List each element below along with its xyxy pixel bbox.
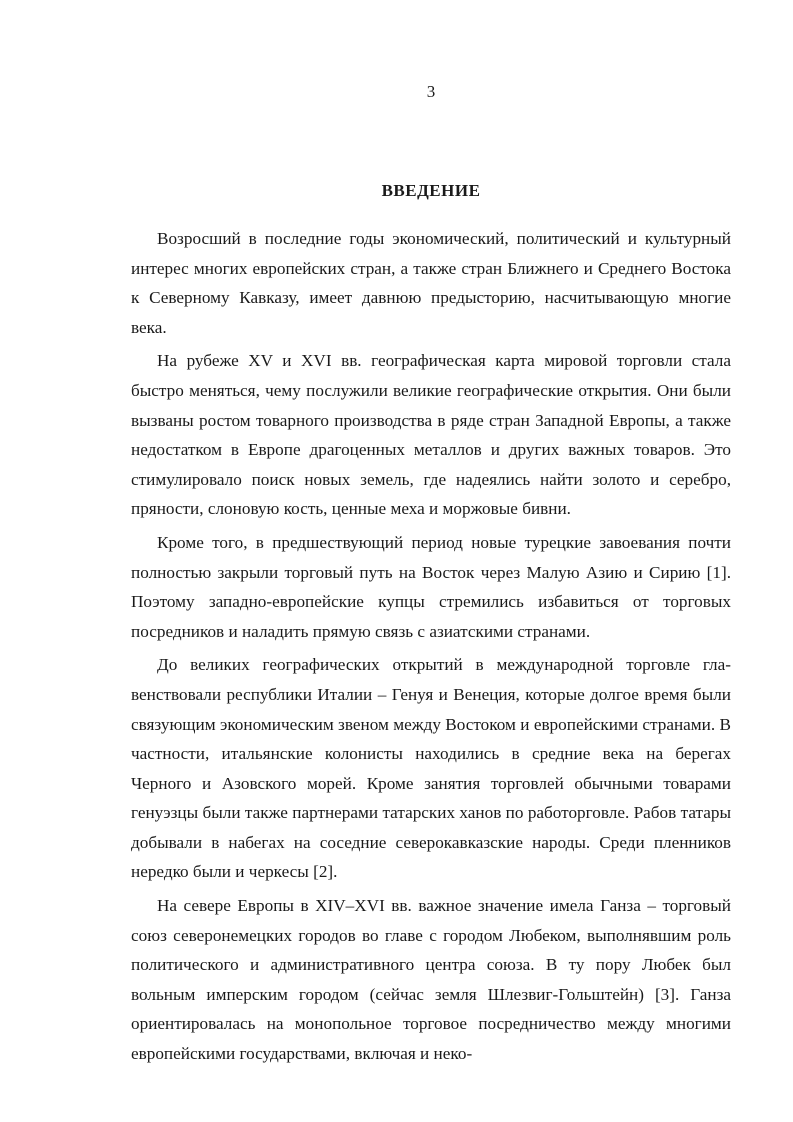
- paragraph: На севере Европы в XIV–XVI вв. важное значение имела Ганза – торговый союз северонемецких городов во главе с городом Любеком, выполнявшим роль политического и административного центра союза. В ту пору Любек был вольным имперским городом (сейчас земля Шлезвиг-Гольштейн) [3]. Ганза ориентировалась на монопольное торговое посредничество между многими европейскими государствами, включая и неко-: [131, 896, 731, 1064]
- paragraph: Кроме того, в предшествующий период новые турецкие завоевания почти полностью закрыли торговый путь на Восток через Малую Азию и Сирию [1]. Поэтому западно-европейские купцы стремились избавиться от торговых посредников и наладить прямую связь с азиатскими странами.: [131, 532, 731, 641]
- section-title: ВВЕДЕНИЕ: [381, 181, 481, 200]
- body-text: [131, 224, 731, 1073]
- paragraph: До великих географических открытий в международной торговле главенствовали республики Италии – Генуя и Венеция, которые долгое время были связующим экономическим звеном между Востоком и европейскими странами. В частности, итальянские колонисты находились в средние века на берегах Черного и Азовского морей. Кроме занятия торговлей обычными товарами генуэзцы были также партнерами татарских ханов по работорговле. Рабов татары добывали в набегах на соседние северокавказские народы. Среди пленников нередко были и черкесы [2].: [131, 655, 731, 882]
- page-number: 3: [426, 82, 436, 101]
- paragraph: На рубеже XV и XVI вв. географическая карта мировой торговли стала быстро меняться, чему послужили великие географические открытия. Они были вызваны ростом товарного производства в ряде стран Западной Европы, а также недостатком в Европе драгоценных металлов и других важных товаров. Это стимулировало поиск новых земель, где надеялись найти золото и серебро, пряности, слоновую кость, ценные меха и моржовые бивни.: [131, 351, 731, 519]
- paragraph: Возросший в последние годы экономический, политический и культурный интерес многих европейских стран, а также стран Ближнего и Среднего Востока к Северному Кавказу, имеет давнюю предысторию, насчитывающую многие века.: [131, 229, 731, 337]
